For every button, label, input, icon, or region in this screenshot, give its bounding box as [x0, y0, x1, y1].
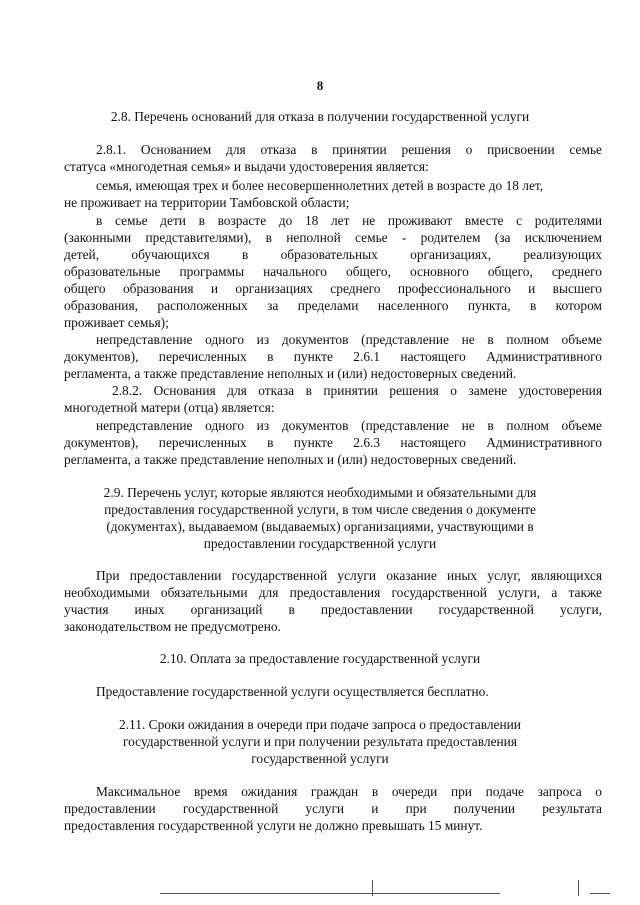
p282-line-3: непредставление одного из документов (представление не в полном объеме — [96, 418, 602, 433]
p281-line-6: (законными представителями), в неполной семье - родителем (за исключением — [64, 230, 602, 245]
p282-line-5: регламента, а также представление неполных и (или) недостоверных сведений. — [64, 452, 517, 467]
p281-line-1: 2.8.1. Основанием для отказа в принятии решения о присвоении семье — [96, 142, 602, 157]
p211-line-3: предоставления государственной услуги не должно превышать 15 минут. — [64, 818, 483, 833]
p211-line-1: Максимальное время ожидания граждан в очереди при подаче запроса о — [96, 784, 602, 799]
section-2-9-heading-line-1: 2.9. Перечень услуг, которые являются необходимыми и обязательными для — [103, 485, 537, 500]
section-2-8-heading: 2.8. Перечень оснований для отказа в получении государственной услуги — [110, 109, 530, 124]
p210-text: Предоставление государственной услуги осуществляется бесплатно. — [96, 684, 489, 699]
p281-line-9: общего образования и организациях среднего профессионального и высшего — [64, 281, 602, 296]
p281-line-2: статуса «многодетная семья» и выдачи удостоверения является: — [64, 159, 429, 174]
section-2-11-heading-line-1: 2.11. Сроки ожидания в очереди при подаче запроса о предоставлении — [119, 717, 521, 732]
p281-line-4: не проживает на территории Тамбовской области; — [64, 195, 350, 210]
p281-line-12: непредставление одного из документов (представление не в полном объеме — [96, 332, 602, 347]
p282-line-1: 2.8.2. Основания для отказа в принятии решения о замене удостоверения — [112, 383, 602, 398]
p29-line-3: участия иных организаций в предоставлении государственной услуги, — [64, 602, 602, 617]
footer-tick-right — [578, 880, 579, 896]
p211-line-2: предоставлении государственной услуги и при получении результата — [64, 801, 602, 816]
p281-line-8: образовательные программы начального общего, основного общего, среднего — [64, 264, 602, 279]
footer-tick — [372, 880, 373, 896]
p281-line-7: детей, обучающихся в образовательных организациях, реализующих — [64, 247, 602, 262]
section-2-9-heading-line-4: предоставлении государственной услуги — [203, 536, 437, 551]
p281-line-5: в семье дети в возрасте до 18 лет не проживают вместе с родителями — [96, 213, 602, 228]
section-2-11-heading-line-3: государственной услуги — [251, 751, 389, 766]
section-2-9-heading-line-2: предоставления государственной услуги, в том числе сведения о документе — [104, 502, 536, 517]
p29-line-2: необходимыми обязательными для предоставления государственной услуги, а также — [64, 585, 602, 600]
p281-line-10: образования, расположенных за пределами населенного пункта, в котором — [64, 298, 602, 313]
p282-line-2: многодетной матери (отца) является: — [64, 400, 275, 415]
footer-rule-right — [590, 893, 610, 894]
footer-rule — [160, 893, 500, 894]
p281-line-13: документов), перечисленных в пункте 2.6.1 настоящего Административного — [64, 349, 602, 364]
section-2-9-heading-line-3: (документах), выдаваемом (выдаваемых) организациями, участвующими в — [106, 519, 534, 534]
p281-line-11: проживает семья); — [64, 315, 169, 330]
p281-line-3: семья, имеющая трех и более несовершеннолетних детей в возрасте до 18 лет, — [96, 178, 544, 193]
section-2-10-heading: 2.10. Оплата за предоставление государственной услуги — [159, 651, 481, 666]
page-number: 8 — [316, 78, 324, 93]
section-2-11-heading-line-2: государственной услуги и при получении результата предоставления — [122, 734, 518, 749]
p282-line-4: документов), перечисленных в пункте 2.6.3 настоящего Административного — [64, 435, 602, 450]
p281-line-14: регламента, а также представление неполных и (или) недостоверных сведений. — [64, 366, 517, 381]
p29-line-1: При предоставлении государственной услуги оказание иных услуг, являющихся — [96, 568, 602, 583]
p29-line-4: законодательством не предусмотрено. — [64, 619, 281, 634]
